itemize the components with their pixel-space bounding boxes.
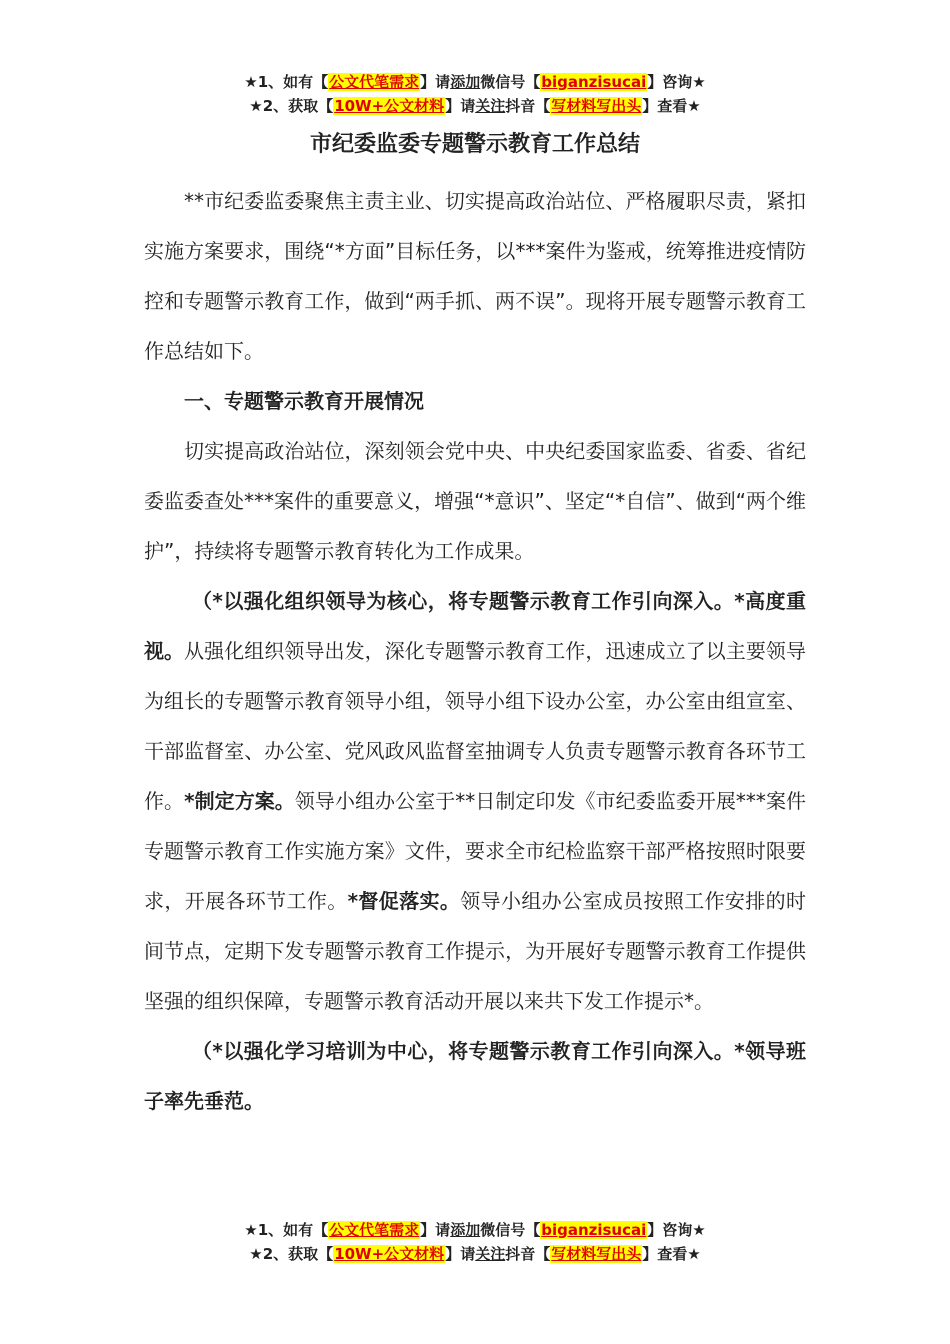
banner-line-2: ★2、获取【10W+公文材料】请关注抖音【写材料写出头】查看★: [249, 97, 701, 115]
page-title: 市纪委监委专题警示教育工作总结: [309, 132, 640, 157]
top-banner: [0, 70, 950, 118]
paragraph-training: （*以强化学习培训为中心，将专题警示教育工作引向深入。*领导班子率先垂范。: [144, 1039, 806, 1113]
highlight-douyin: 写材料写出头: [551, 1245, 642, 1263]
paragraph-political-stance: 切实提高政治站位，深刻领会党中央、中央纪委国家监委、省委、省纪委监委查处***案件的重要意义，增强“*意识”、坚定“*自信”、做到“两个维护”，持续将专题警示教育转化为工作成果。: [144, 439, 806, 563]
document-body: [144, 176, 806, 1126]
highlight-douyin: 写材料写出头: [551, 97, 642, 115]
banner-line-1: ★1、如有【公文代笔需求】请添加微信号【biganzisucai】咨询★: [244, 73, 706, 91]
banner-line-2: ★2、获取【10W+公文材料】请关注抖音【写材料写出头】查看★: [249, 1245, 701, 1263]
highlight-wechat-id: biganzisucai: [541, 73, 647, 91]
highlight-service: 公文代笔需求: [329, 73, 420, 91]
highlight-materials: 10W+公文材料: [334, 97, 445, 115]
bottom-banner: [0, 1218, 950, 1266]
highlight-wechat-id: biganzisucai: [541, 1221, 647, 1239]
paragraph-organization: （*以强化组织领导为核心，将专题警示教育工作引向深入。*高度重视。从强化组织领导出发，深化专题警示教育工作，迅速成立了以主要领导为组长的专题警示教育领导小组，领导小组下设办公室，办公室由组宣室、干部监督室、办公室、党风政风监督室抽调专人负责专题警示教育各环节工作。*制定方案。领导小组办公室于**日制定印发《市纪委监委开展***案件专题警示教育工作实施方案》文件，要求全市纪检监察干部严格按照时限要求，开展各环节工作。*督促落实。领导小组办公室成员按照工作安排的时间节点，定期下发专题警示教育工作提示，为开展好专题警示教育工作提供坚强的组织保障，专题警示教育活动开展以来共下发工作提示*。: [144, 589, 807, 1013]
banner-line-1: ★1、如有【公文代笔需求】请添加微信号【biganzisucai】咨询★: [244, 1221, 706, 1239]
highlight-service: 公文代笔需求: [329, 1221, 420, 1239]
highlight-materials: 10W+公文材料: [334, 1245, 445, 1263]
section-heading-1: 一、专题警示教育开展情况: [184, 389, 424, 413]
intro-paragraph: **市纪委监委聚焦主责主业、切实提高政治站位、严格履职尽责，紧扣实施方案要求，围绕“*方面”目标任务，以***案件为鉴戒，统筹推进疫情防控和专题警示教育工作，做到“两手抓、两不误”。现将开展专题警示教育工作总结如下。: [144, 189, 806, 363]
